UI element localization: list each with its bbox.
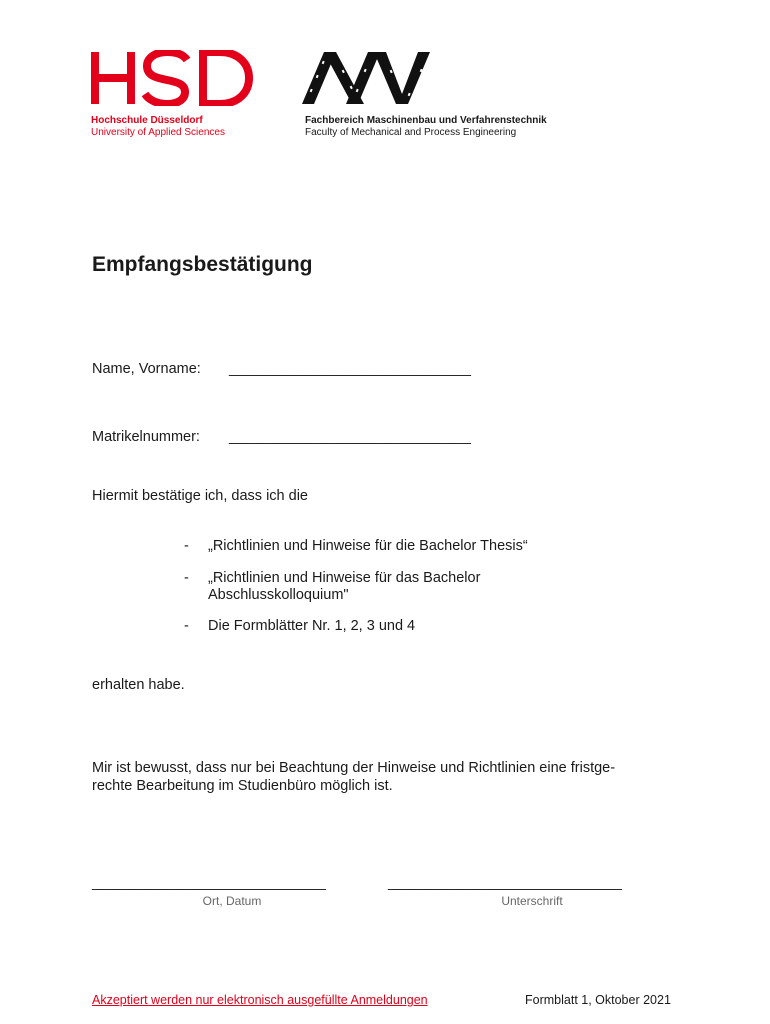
bullet-dash: - (184, 570, 189, 586)
notice-text-line-2: rechte Bearbeitung im Studienbüro möglich ist. (92, 778, 393, 794)
notice-text-line-1: Mir ist bewusst, dass nur bei Beachtung der Hinweise und Richtlinien eine fristge- (92, 760, 616, 776)
name-label: Name, Vorname: (92, 361, 201, 377)
matrikel-label: Matrikelnummer: (92, 429, 200, 445)
hsd-logo-icon (91, 50, 253, 106)
list-item-continuation: Abschlusskolloquium" (208, 587, 349, 603)
place-date-caption: Ort, Datum (202, 894, 262, 908)
list-item: „Richtlinien und Hinweise für das Bachelor (208, 570, 481, 586)
signature-field[interactable]: _____________________________ (388, 875, 622, 891)
bullet-dash: - (184, 538, 189, 554)
name-field[interactable]: ______________________________ (229, 361, 471, 377)
list-item: Die Formblätter Nr. 1, 2, 3 und 4 (208, 618, 416, 634)
form-identifier: Formblatt 1, Oktober 2021 (525, 993, 671, 1007)
university-name: Hochschule Düsseldorf (91, 115, 203, 126)
matrikel-field[interactable]: ______________________________ (229, 429, 471, 445)
university-subtitle: University of Applied Sciences (91, 127, 225, 138)
faculty-name: Fachbereich Maschinenbau und Verfahrenstechnik (305, 115, 547, 126)
intro-text: Hiermit bestätige ich, dass ich die (92, 488, 308, 504)
mv-logo-icon (302, 50, 432, 106)
footer-notice: Akzeptiert werden nur elektronisch ausgefüllte Anmeldungen (92, 993, 428, 1007)
bullet-dash: - (184, 618, 189, 634)
faculty-subtitle: Faculty of Mechanical and Process Engineering (305, 127, 517, 138)
signature-caption: Unterschrift (501, 894, 563, 908)
place-date-field[interactable]: _____________________________ (92, 875, 326, 891)
list-item: „Richtlinien und Hinweise für die Bachelor Thesis“ (208, 538, 528, 554)
page-title: Empfangsbestätigung (92, 253, 313, 276)
received-text: erhalten habe. (92, 677, 185, 693)
